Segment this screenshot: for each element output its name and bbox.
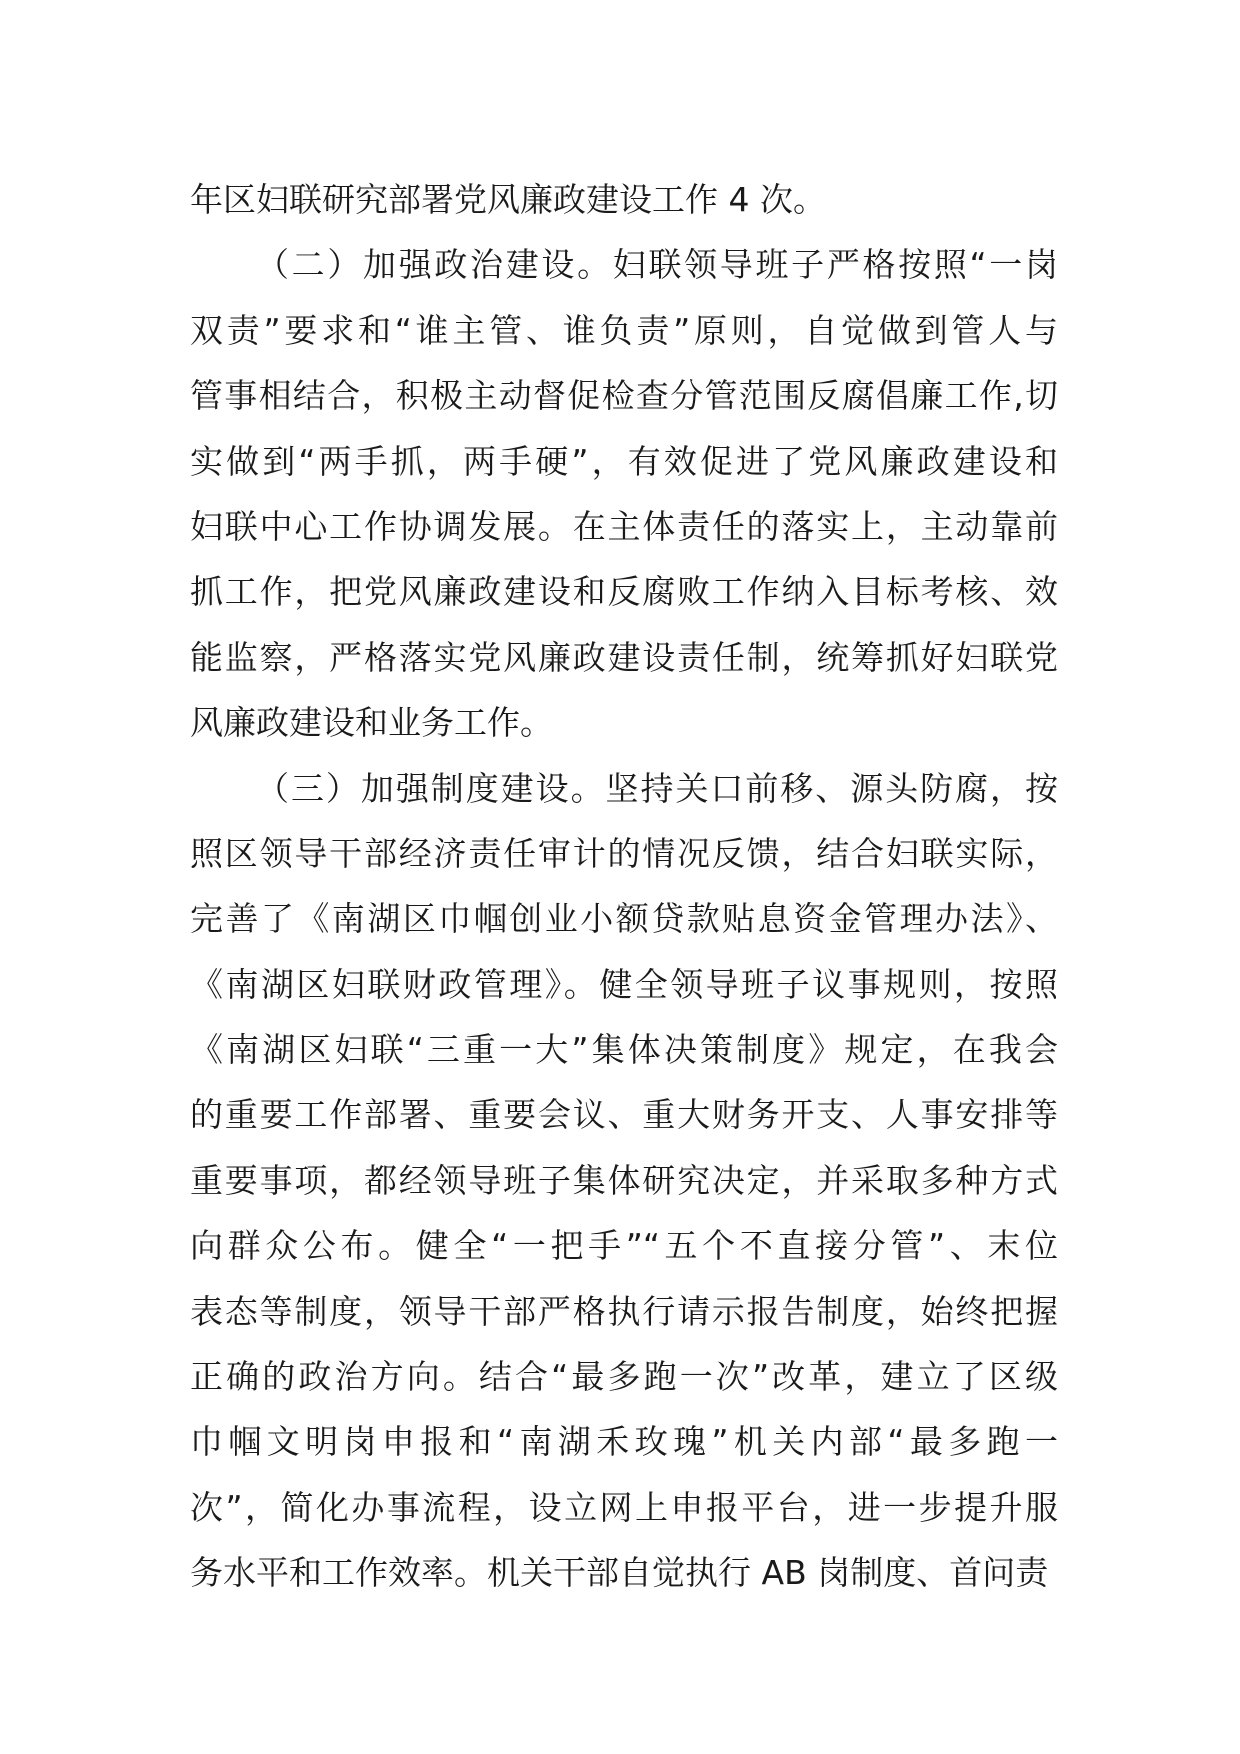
text-line: 照区领导干部经济责任审计的情况反馈，结合妇联实际， bbox=[190, 833, 1058, 873]
paragraph-heading-line: （二）加强政治建设。妇联领导班子严格按照“一岗 bbox=[256, 245, 1058, 285]
text-line: 《南湖区妇联“三重一大”集体决策制度》规定，在我会 bbox=[190, 1030, 1058, 1070]
text-line: 管事相结合，积极主动督促检查分管范围反腐倡廉工作,切 bbox=[190, 376, 1058, 416]
text-line: 次”，简化办事流程，设立网上申报平台，进一步提升服 bbox=[190, 1487, 1058, 1527]
text-line: 双责”要求和“谁主管、谁负责”原则，自觉做到管人与 bbox=[190, 310, 1058, 350]
text-line: 实做到“两手抓，两手硬”，有效促进了党风廉政建设和 bbox=[190, 441, 1058, 481]
text-line: 抓工作，把党风廉政建设和反腐败工作纳入目标考核、效 bbox=[190, 572, 1058, 612]
text-line: 向群众公布。健全“一把手”“五个不直接分管”、末位 bbox=[190, 1226, 1058, 1266]
text-line: 重要事项，都经领导班子集体研究决定，并采取多种方式 bbox=[190, 1160, 1058, 1200]
text-line: 的重要工作部署、重要会议、重大财务开支、人事安排等 bbox=[190, 1095, 1058, 1135]
text-line: 风廉政建设和业务工作。 bbox=[190, 703, 553, 743]
text-line: 能监察，严格落实党风廉政建设责任制，统筹抓好妇联党 bbox=[190, 637, 1058, 677]
text-line: 完善了《南湖区巾帼创业小额贷款贴息资金管理办法》、 bbox=[190, 899, 1058, 939]
text-line: 年区妇联研究部署党风廉政建设工作 4 次。 bbox=[190, 180, 826, 219]
text-line: 表态等制度，领导干部严格执行请示报告制度，始终把握 bbox=[190, 1291, 1058, 1331]
text-line: 《南湖区妇联财政管理》。健全领导班子议事规则，按照 bbox=[190, 964, 1058, 1004]
body-text bbox=[190, 176, 1058, 1615]
text-line: 正确的政治方向。结合“最多跑一次”改革，建立了区级 bbox=[190, 1357, 1058, 1397]
paragraph-heading-line: （三）加强制度建设。坚持关口前移、源头防腐，按 bbox=[256, 768, 1058, 808]
text-line: 务水平和工作效率。机关干部自觉执行 AB 岗制度、首问责 bbox=[190, 1553, 1049, 1593]
text-line: 巾帼文明岗申报和“南湖禾玫瑰”机关内部“最多跑一 bbox=[190, 1422, 1058, 1462]
text-line: 妇联中心工作协调发展。在主体责任的落实上，主动靠前 bbox=[190, 506, 1058, 546]
